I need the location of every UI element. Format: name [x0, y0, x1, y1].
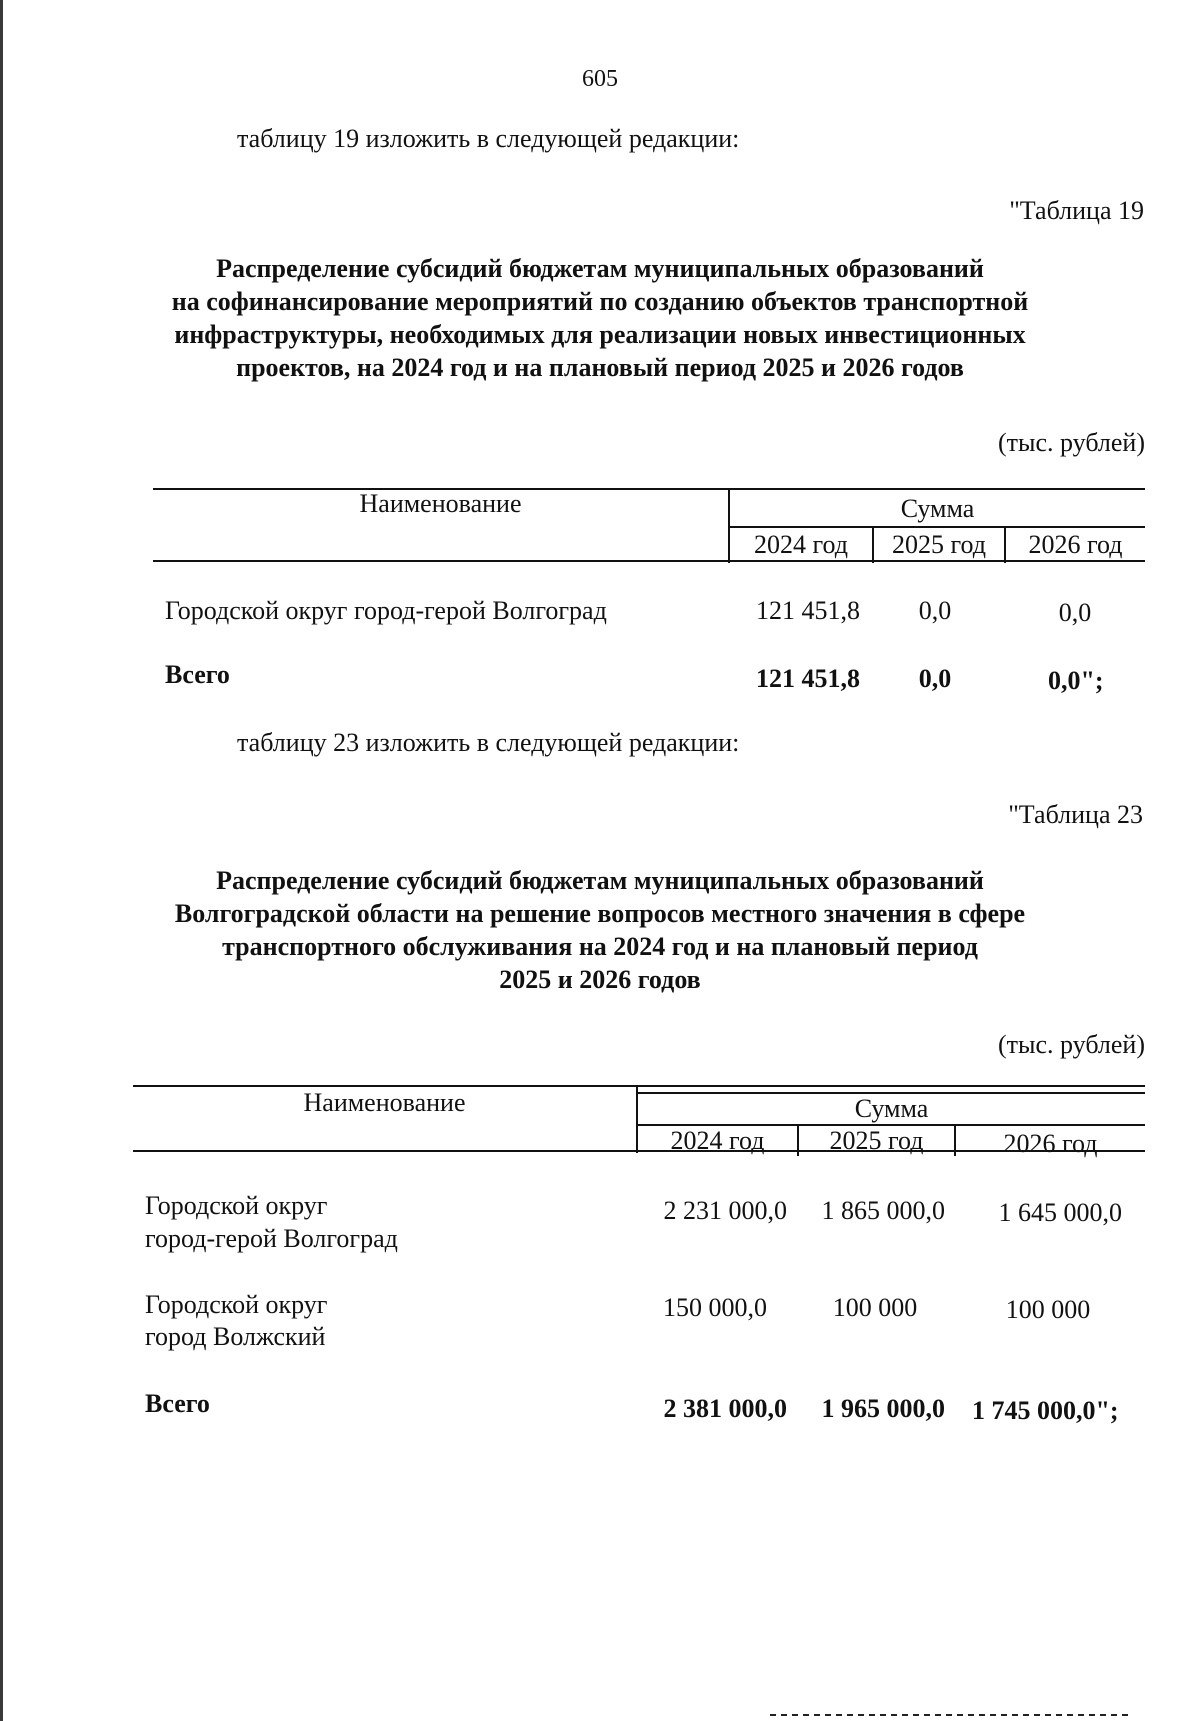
row-value-2026: 100 000: [1005, 1295, 1091, 1324]
column-header-name: Наименование: [303, 1088, 466, 1117]
section2-title-line: Распределение субсидий бюджетам муниципальных образований: [216, 866, 984, 895]
section1-intro: таблицу 19 изложить в следующей редакции:: [237, 124, 740, 153]
section2-unit: (тыс. рублей): [997, 1030, 1145, 1059]
total-value-2024: 121 451,8: [756, 664, 860, 693]
scan-artifact-marks: [770, 1714, 1130, 1716]
column-header-2024: 2024 год: [754, 530, 848, 559]
total-label: Всего: [145, 1389, 210, 1418]
section1-title: [0, 252, 1200, 384]
total-value-2024: 2 381 000,0: [663, 1394, 787, 1423]
section1-title-line: Распределение субсидий бюджетам муниципальных образований: [216, 254, 984, 283]
section1-title-line: инфраструктуры, необходимых для реализации новых инвестиционных: [174, 320, 1026, 349]
table-header-bottom-rule: [153, 560, 1145, 562]
row-name-line: город Волжский: [145, 1322, 326, 1351]
row-value-2026: 0,0: [1058, 598, 1092, 627]
row-name-line: город-герой Волгоград: [145, 1224, 398, 1253]
row-name-line: Городской округ: [145, 1290, 328, 1319]
table-top-rule: [133, 1085, 1145, 1087]
row-value-2025: 100 000: [832, 1293, 918, 1322]
total-label: Всего: [165, 660, 230, 689]
column-header-sum: Сумма: [900, 494, 975, 523]
column-header-2024: 2024 год: [670, 1126, 765, 1155]
row-value-2026: 1 645 000,0: [998, 1198, 1122, 1227]
section2-title-line: Волгоградской области на решение вопросов местного значения в сфере: [174, 899, 1026, 928]
section2-intro: таблицу 23 изложить в следующей редакции:: [237, 728, 740, 757]
total-value-2025: 0,0: [918, 664, 952, 693]
column-header-sum: Сумма: [854, 1094, 929, 1123]
row-name-line: Городской округ: [145, 1191, 328, 1220]
row-value-2024: 121 451,8: [756, 596, 860, 625]
row-value-2024: 150 000,0: [663, 1293, 767, 1322]
row-value-2025: 0,0: [918, 596, 952, 625]
section2-title-line: 2025 и 2026 годов: [499, 965, 701, 994]
column-header-2026: 2026 год: [1028, 530, 1123, 559]
total-value-2026: 1 745 000,0";: [972, 1396, 1119, 1425]
page-number: 605: [582, 66, 618, 92]
column-header-2025: 2025 год: [829, 1126, 924, 1155]
row-name: Городской округ город-герой Волгоград: [165, 596, 607, 625]
section1-unit: (тыс. рублей): [997, 428, 1145, 457]
sum-subrule: [730, 526, 1145, 528]
section2-title: [0, 864, 1200, 996]
column-header-2025: 2025 год: [892, 530, 986, 559]
total-value-2025: 1 965 000,0: [821, 1394, 945, 1423]
section1-title-line: проектов, на 2024 год и на плановый период 2025 и 2026 годов: [236, 353, 964, 382]
row-value-2024: 2 231 000,0: [663, 1196, 787, 1225]
section2-title-line: транспортного обслуживания на 2024 год и на плановый период: [222, 932, 978, 961]
column-header-name: Наименование: [359, 489, 522, 518]
total-value-2026: 0,0";: [1048, 666, 1104, 695]
section1-table-label: "Таблица 19: [1009, 196, 1144, 225]
section2-table-label: "Таблица 23: [1008, 800, 1143, 829]
row-value-2025: 1 865 000,0: [821, 1196, 945, 1225]
section1-title-line: на софинансирование мероприятий по созданию объектов транспортной: [171, 287, 1029, 316]
column-header-2026: 2026 год: [1003, 1129, 1098, 1158]
